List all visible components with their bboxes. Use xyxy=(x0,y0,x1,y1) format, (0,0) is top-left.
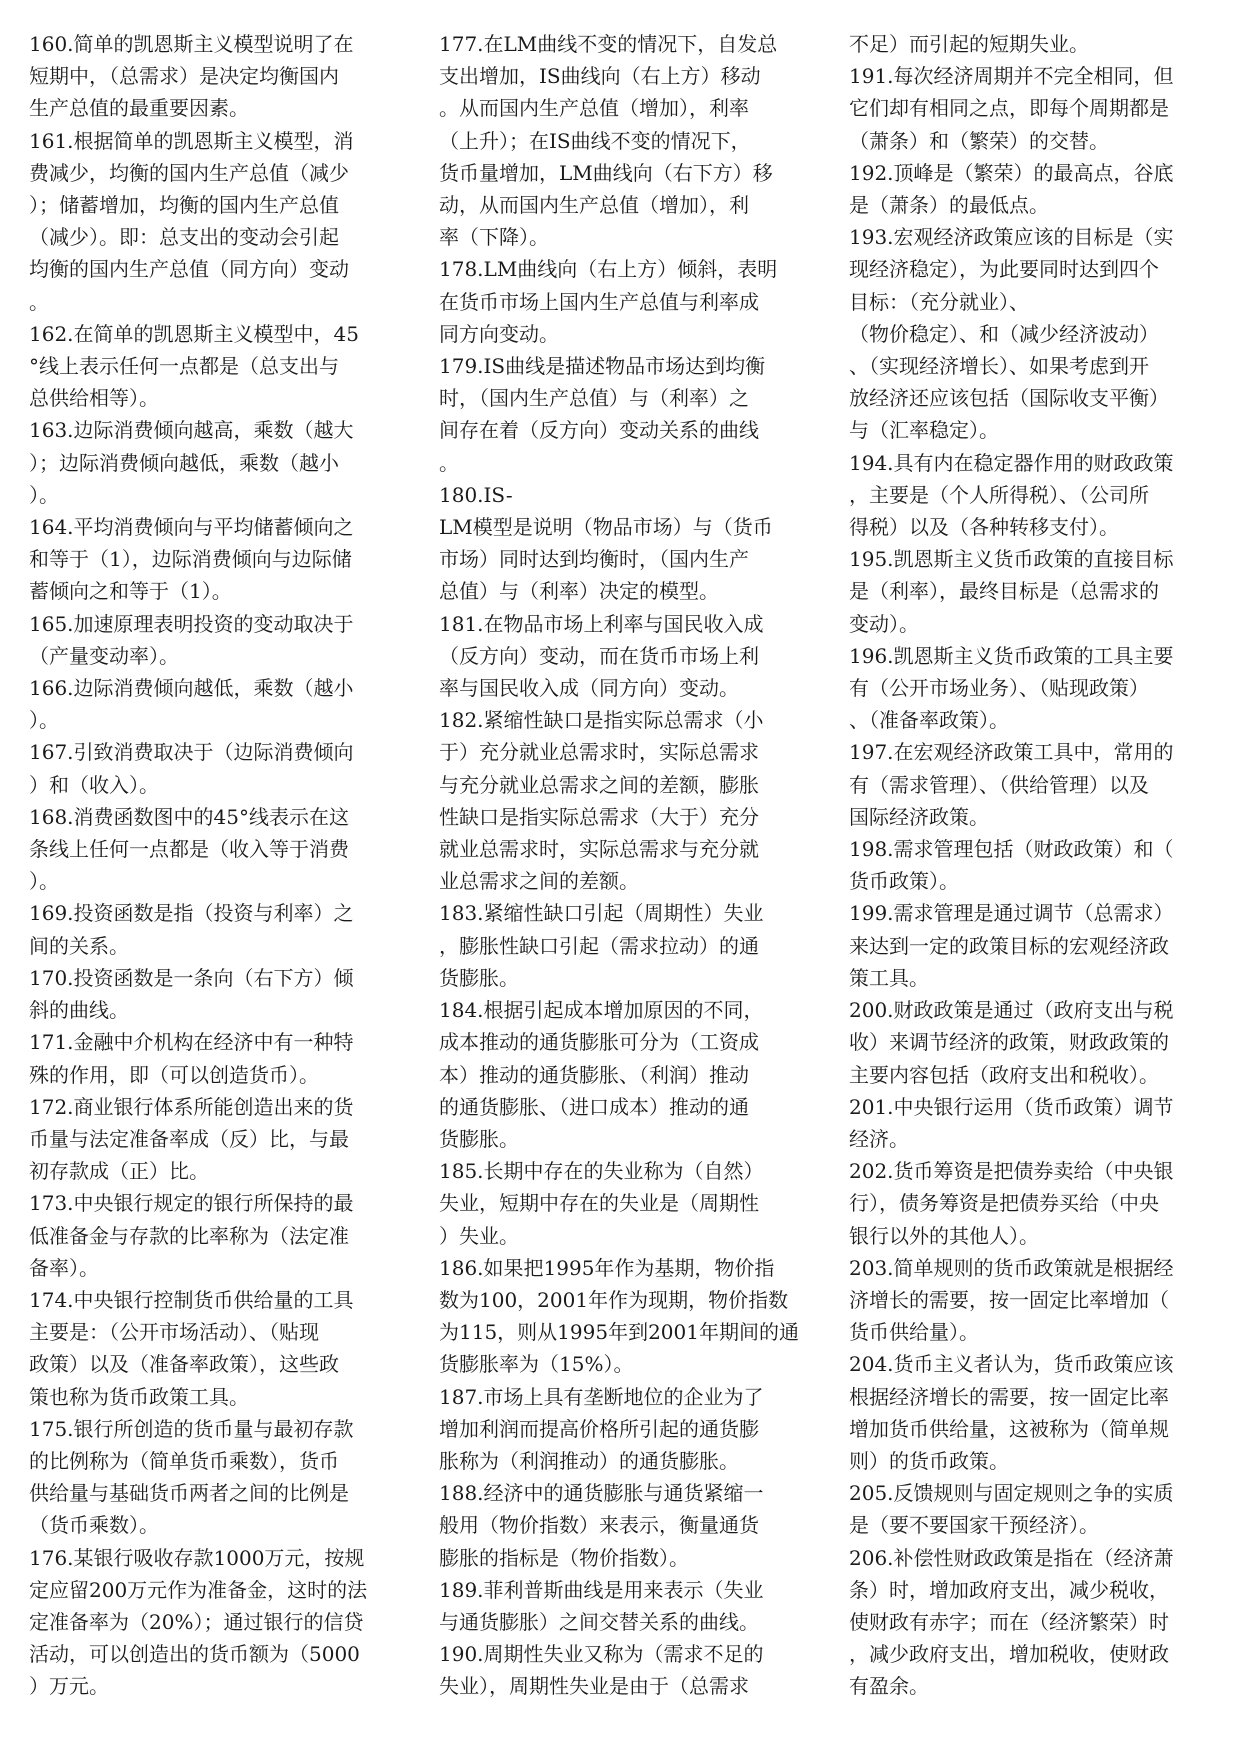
text-column-3: 不足）而引起的短期失业。 191.每次经济周期并不完全相同，但 它们却有相同之点，即每个周期都是 （萧条）和（繁荣）的交替。 192.顶峰是（繁荣）的最高点，谷底 是（萧条）的最低点。 193.宏观经济政策应该的目标是（实 现经济稳定），为此要同时达到四个 目标：（充分就业）、 （物价稳定）、和（减少经济波动） 、（实现经济增长）、如果考虑到开 放经济还应该包括（国际收支平衡） 与（汇率稳定）。 194.具有内在稳定器作用的财政政策 ，主要是（个人所得税）、（公司所 得税）以及（各种转移支付）。 195.凯恩斯主义货币政策的直接目标 是（利率），最终目标是（总需求的 变动）。 196.凯恩斯主义货币政策的工具主要 有（公开市场业务）、（贴现政策） 、（准备率政策）。 197.在宏观经济政策工具中，常用的 有（需求管理）、（供给管理）以及 国际经济政策。 198.需求管理包括（财政政策）和（ 货币政策）。 199.需求管理是通过调节（总需求） 来达到一定的政策目标的宏观经济政 策工具。 200.财政政策是通过（政府支出与税 收）来调节经济的政策，财政政策的 主要内容包括（政府支出和税收）。 201.中央银行运用（货币政策）调节 经济。 202.货币筹资是把债券卖给（中央银 行），债务筹资是把债券买给（中央 银行以外的其他人）。 203.简单规则的货币政策就是根据经 济增长的需要，按一固定比率增加（ 货币供给量）。 204.货币主义者认为，货币政策应该 根据经济增长的需要，按一固定比率 增加货币供给量，这被称为（简单规 则）的货币政策。 205.反馈规则与固定规则之争的实质 是（要不要国家干预经济）。 206.补偿性财政政策是指在（经济萧 条）时，增加政府支出，减少税收， 使财政有赤字；而在（经济繁荣）时 ，减少政府支出，增加税收，使财政 有盈余。 xyxy=(849,32,1174,1699)
text-column-2: 177.在LM曲线不变的情况下，自发总 支出增加，IS曲线向（右上方）移动 。从而国内生产总值（增加），利率 （上升）；在IS曲线不变的情况下， 货币量增加，LM曲线向（右下方）移 动，从而国内生产总值（增加），利 率（下降）。 178.LM曲线向（右上方）倾斜，表明 在货币市场上国内生产总值与利率成 同方向变动。 179.IS曲线是描述物品市场达到均衡 时，（国内生产总值）与（利率）之 间存在着（反方向）变动关系的曲线 。 180.IS- LM模型是说明（物品市场）与（货币 市场）同时达到均衡时，（国内生产 总值）与（利率）决定的模型。 181.在物品市场上利率与国民收入成 （反方向）变动，而在货币市场上利 率与国民收入成（同方向）变动。 182.紧缩性缺口是指实际总需求（小 于）充分就业总需求时，实际总需求 与充分就业总需求之间的差额，膨胀 性缺口是指实际总需求（大于）充分 就业总需求时，实际总需求与充分就 业总需求之间的差额。 183.紧缩性缺口引起（周期性）失业 ，膨胀性缺口引起（需求拉动）的通 货膨胀。 184.根据引起成本增加原因的不同， 成本推动的通货膨胀可分为（工资成 本）推动的通货膨胀、（利润）推动 的通货膨胀、（进口成本）推动的通 货膨胀。 185.长期中存在的失业称为（自然） 失业，短期中存在的失业是（周期性 ）失业。 186.如果把1995年作为基期，物价指 数为100，2001年作为现期，物价指数 为115，则从1995年到2001年期间的通 货膨胀率为（15%）。 187.市场上具有垄断地位的企业为了 增加利润而提高价格所引起的通货膨 胀称为（利润推动）的通货膨胀。 188.经济中的通货膨胀与通货紧缩一 般用（物价指数）来表示，衡量通货 膨胀的指标是（物价指数）。 189.菲利普斯曲线是用来表示（失业 与通货膨胀）之间交替关系的曲线。 190.周期性失业又称为（需求不足的 失业），周期性失业是由于（总需求 xyxy=(439,32,799,1699)
text-column-1: 160.简单的凯恩斯主义模型说明了在 短期中，（总需求）是决定均衡国内 生产总值的最重要因素。 161.根据简单的凯恩斯主义模型，消 费减少，均衡的国内生产总值（减少 ）；储蓄增加，均衡的国内生产总值 （减少）。即：总支出的变动会引起 均衡的国内生产总值（同方向）变动 。 162.在简单的凯恩斯主义模型中，45 °线上表示任何一点都是（总支出与 总供给相等）。 163.边际消费倾向越高，乘数（越大 ）；边际消费倾向越低，乘数（越小 ）。 164.平均消费倾向与平均储蓄倾向之 和等于（1），边际消费倾向与边际储 蓄倾向之和等于（1）。 165.加速原理表明投资的变动取决于 （产量变动率）。 166.边际消费倾向越低，乘数（越小 ）。 167.引致消费取决于（边际消费倾向 ）和（收入）。 168.消费函数图中的45°线表示在这 条线上任何一点都是（收入等于消费 ）。 169.投资函数是指（投资与利率）之 间的关系。 170.投资函数是一条向（右下方）倾 斜的曲线。 171.金融中介机构在经济中有一种特 殊的作用，即（可以创造货币）。 172.商业银行体系所能创造出来的货 币量与法定准备率成（反）比，与最 初存款成（正）比。 173.中央银行规定的银行所保持的最 低准备金与存款的比率称为（法定准 备率）。 174.中央银行控制货币供给量的工具 主要是：（公开市场活动）、（贴现 政策）以及（准备率政策），这些政 策也称为货币政策工具。 175.银行所创造的货币量与最初存款 的比例称为（简单货币乘数），货币 供给量与基础货币两者之间的比例是 （货币乘数）。 176.某银行吸收存款1000万元，按规 定应留200万元作为准备金，这时的法 定准备率为（20%）；通过银行的信贷 活动，可以创造出的货币额为（5000 ）万元。 xyxy=(29,32,368,1699)
